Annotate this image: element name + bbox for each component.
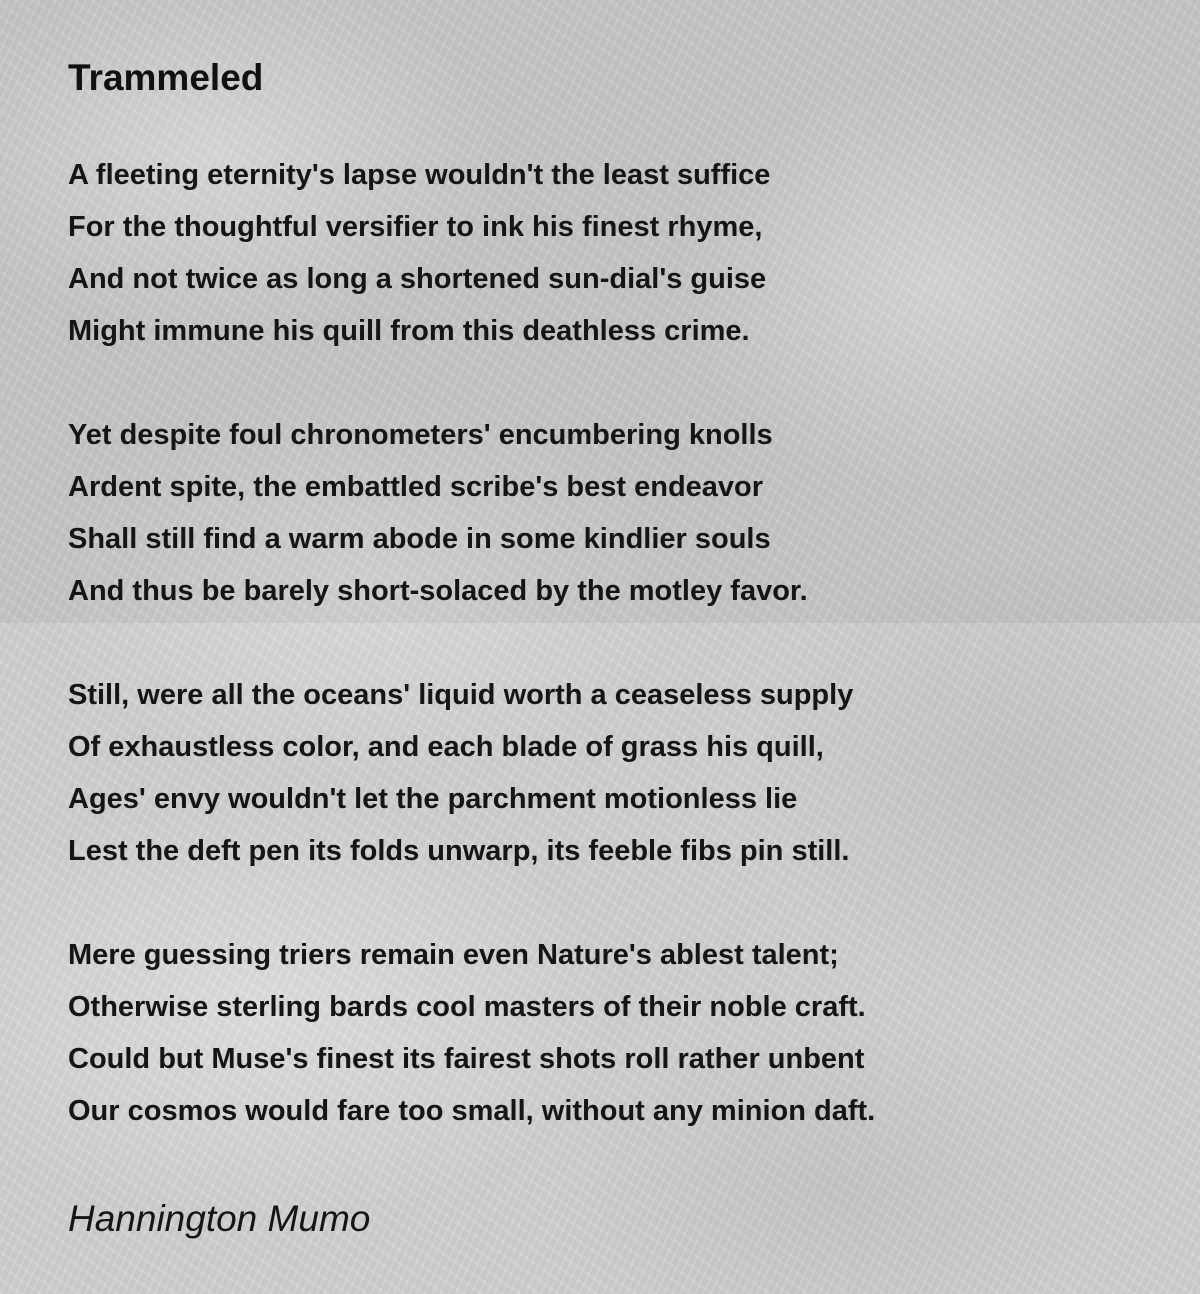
poem-body (68, 149, 875, 1189)
poem-line: Still, were all the oceans' liquid worth a ceaseless supply (68, 679, 854, 711)
poem-author: Hannington Mumo (68, 1198, 371, 1239)
stanza-1 (68, 149, 875, 357)
poem-line: A fleeting eternity's lapse wouldn't the least suffice (68, 159, 771, 191)
stanza-3 (68, 669, 875, 877)
stanza-2 (68, 409, 875, 617)
poem-line: Our cosmos would fare too small, without any minion daft. (68, 1095, 876, 1127)
poem-line: Mere guessing triers remain even Nature's ablest talent; (68, 939, 839, 971)
poem-title: Trammeled (68, 57, 264, 98)
poem-line: Ardent spite, the embattled scribe's best endeavor (68, 471, 764, 503)
poem-line: For the thoughtful versifier to ink his finest rhyme, (68, 211, 763, 243)
poem-line: And thus be barely short-solaced by the motley favor. (68, 575, 808, 607)
poem-line: Might immune his quill from this deathless crime. (68, 315, 750, 347)
stanza-4 (68, 929, 875, 1137)
poem-line: Yet despite foul chronometers' encumbering knolls (68, 419, 773, 451)
poem-line: Ages' envy wouldn't let the parchment motionless lie (68, 783, 798, 815)
poem-line: Shall still find a warm abode in some kindlier souls (68, 523, 771, 555)
poem-line: Otherwise sterling bards cool masters of their noble craft. (68, 991, 866, 1023)
poem-line: Lest the deft pen its folds unwarp, its feeble fibs pin still. (68, 835, 850, 867)
poem-line: And not twice as long a shortened sun-dial's guise (68, 263, 767, 295)
poem-line: Could but Muse's finest its fairest shots roll rather unbent (68, 1043, 865, 1075)
poem-line: Of exhaustless color, and each blade of grass his quill, (68, 731, 824, 763)
